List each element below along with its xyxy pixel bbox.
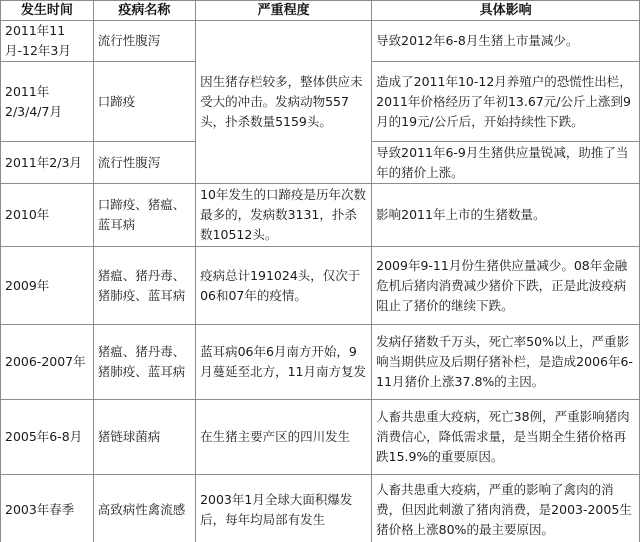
- cell-severity: 2003年1月全球大面积爆发后，每年均局部有发生: [196, 475, 372, 542]
- table-row: [1, 21, 640, 62]
- cell-impact: 人畜共患重大疫病，严重的影响了禽肉的消费，但因此刺激了猪肉消费，是2003-2005生猪价格上涨80%的最主要原因。: [372, 475, 640, 542]
- cell-impact: 影响2011年上市的生猪数量。: [372, 184, 640, 247]
- cell-impact: 导致2011年6-9月生猪供应量锐减，助推了当年的猪价上涨。: [372, 142, 640, 184]
- cell-date: 2010年: [1, 184, 94, 247]
- cell-disease-name: 口蹄疫、猪瘟、蓝耳病: [93, 184, 195, 247]
- cell-date: 2011年2/3月: [1, 142, 94, 184]
- cell-impact: 人畜共患重大疫病，死亡38例，严重影响猪肉消费信心，降低需求量，是当期全生猪价格再跌15.9%的重要原因。: [372, 400, 640, 475]
- cell-disease-name: 猪链球菌病: [93, 400, 195, 475]
- table-row: [1, 184, 640, 247]
- cell-date: 2006-2007年: [1, 325, 94, 400]
- cell-date: 2009年: [1, 247, 94, 325]
- cell-date: 2003年春季: [1, 475, 94, 542]
- table-row: [1, 475, 640, 542]
- table-header-row: [1, 1, 640, 21]
- cell-severity: 10年发生的口蹄疫是历年次数最多的，发病数3131，扑杀数10512头。: [196, 184, 372, 247]
- header-severity: 严重程度: [196, 1, 372, 21]
- cell-disease-name: 猪瘟、猪丹毒、猪肺疫、蓝耳病: [93, 247, 195, 325]
- cell-disease-name: 猪瘟、猪丹毒、猪肺疫、蓝耳病: [93, 325, 195, 400]
- table-row: [1, 400, 640, 475]
- header-disease-name: 疫病名称: [93, 1, 195, 21]
- cell-date: 2011年11月-12年3月: [1, 21, 94, 62]
- cell-disease-name: 高致病性禽流感: [93, 475, 195, 542]
- header-date: 发生时间: [1, 1, 94, 21]
- header-impact: 具体影响: [372, 1, 640, 21]
- cell-date: 2011年2/3/4/7月: [1, 62, 94, 142]
- cell-severity: 蓝耳病06年6月南方开始，9月蔓延至北方，11月南方复发: [196, 325, 372, 400]
- cell-severity: 因生猪存栏较多，整体供应未受大的冲击。发病动物557头，扑杀数量5159头。: [196, 21, 372, 184]
- table-row: [1, 247, 640, 325]
- cell-impact: 导致2012年6-8月生猪上市量减少。: [372, 21, 640, 62]
- cell-impact: 发病仔猪数千万头，死亡率50%以上，严重影响当期供应及后期仔猪补栏，是造成2006年6-11月猪价上涨37.8%的主因。: [372, 325, 640, 400]
- table-row: [1, 325, 640, 400]
- cell-impact: 造成了2011年10-12月养殖户的恐慌性出栏，2011年价格经历了年初13.67元/公斤上涨到9月的19元/公斤后，开始持续性下跌。: [372, 62, 640, 142]
- cell-disease-name: 流行性腹泻: [93, 21, 195, 62]
- cell-disease-name: 口蹄疫: [93, 62, 195, 142]
- cell-disease-name: 流行性腹泻: [93, 142, 195, 184]
- cell-severity: 疫病总计191024头，仅次于06和07年的疫情。: [196, 247, 372, 325]
- cell-date: 2005年6-8月: [1, 400, 94, 475]
- cell-severity: 在生猪主要产区的四川发生: [196, 400, 372, 475]
- cell-impact: 2009年9-11月份生猪供应量减少。08年金融危机后猪肉消费减少猪价下跌，正是此波疫病阻止了猪价的继续下跌。: [372, 247, 640, 325]
